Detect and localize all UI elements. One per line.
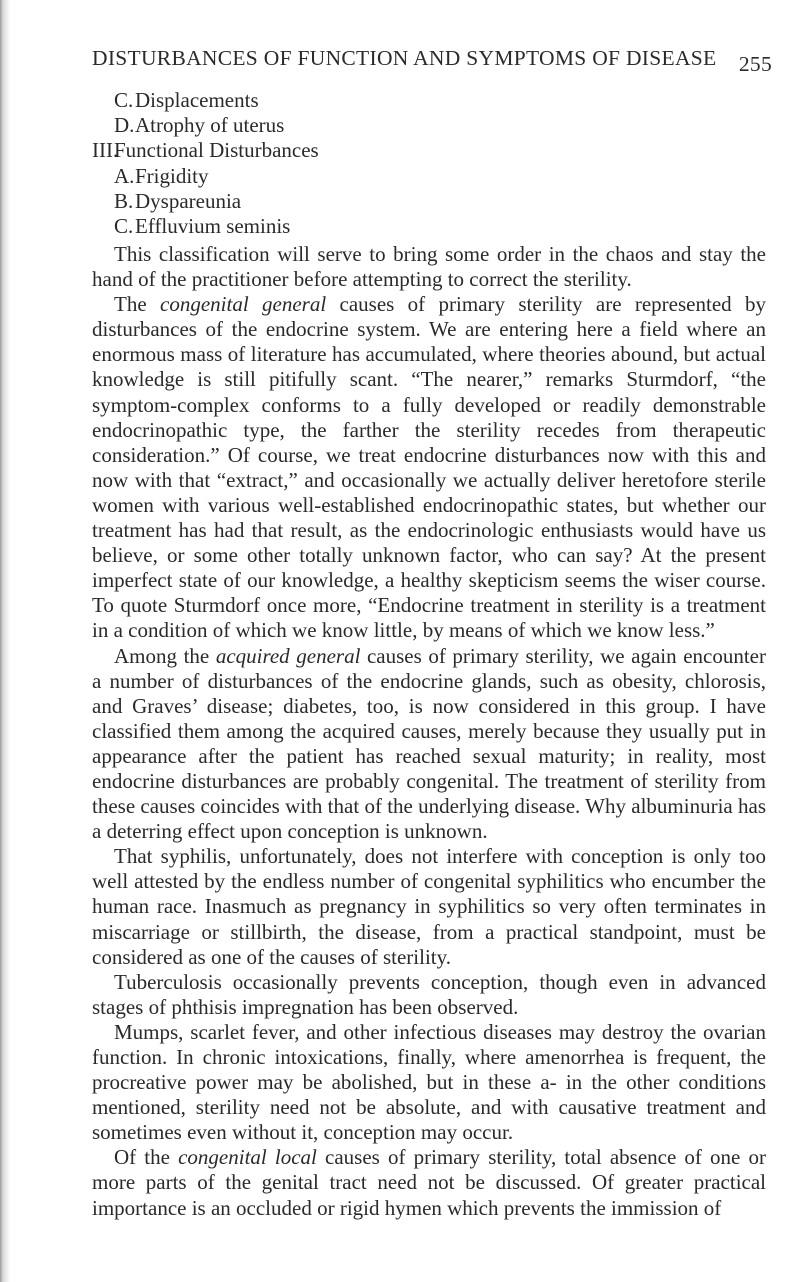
outline-item-text: Frigidity — [135, 163, 209, 188]
outline-item — [92, 88, 772, 113]
outline-item — [92, 214, 772, 239]
paragraph-infectious-diseases — [92, 1020, 766, 1145]
outline-item-label: C. — [114, 88, 134, 112]
paragraph-text: That syphilis, unfortunately, does not interfere with conception is only too well attested by the endless number of congenital syphilitics who encumber the human race. Inasmuch as pregnancy in syphilitics so very often terminates in miscarriage or stillbirth, the disease, from a practical standpoint, must be considered as one of the causes of sterility. — [92, 844, 766, 969]
page-edge-shadow — [0, 0, 10, 1282]
paragraph-post: causes of primary sterility, total absence of one or more parts of the genital tract need not be discussed. Of greater practical importance is an occluded or rigid hymen which prevents the immission of — [92, 1145, 766, 1220]
body-text — [92, 242, 766, 1221]
outline-item-text: Functional Disturbances — [114, 138, 319, 163]
outline-item-label: C. — [114, 213, 134, 238]
paragraph-acquired-general — [92, 644, 766, 845]
paragraph-pre: The — [114, 292, 161, 317]
running-head-title: DISTURBANCES OF FUNCTION AND SYMPTOMS OF DISEASE — [92, 46, 717, 70]
outline-item-text: Effluvium seminis — [135, 213, 291, 238]
paragraph-syphilis — [92, 844, 766, 969]
outline-item-label: III. — [92, 138, 119, 163]
italic-term: acquired general — [215, 643, 361, 668]
paragraph-congenital-general — [92, 292, 766, 643]
paragraph-post: causes of primary sterility are represented by disturbances of the endocrine system. We are entering here a field where an enormous mass of literature has accumulated, where theories abound, but actual knowledge is still pitifully scant. “The nearer,” remarks Sturmdorf, “the symptom-complex conforms to a fully developed or readily demonstrable endocrinopathic type, the farther the sterility recedes from therapeutic consideration.” Of course, we treat endocrine disturbances now with this and now with that “extract,” and occasionally we actually deliver heretofore sterile women with various well-established endocrinopathic states, but whether our treatment has had that result, as the endocrinologic enthusiasts would have us believe, or some other totally unknown factor, who can say? At the present imperfect state of our knowledge, a healthy skepticism seems the wiser course. To quote Sturmdorf once more, “Endocrine treatment in sterility is a treatment in a condition of which we know little, by means of which we know less.” — [92, 292, 766, 643]
outline-item — [92, 113, 772, 138]
paragraph-pre: Among the — [114, 643, 216, 668]
page-number: 255 — [738, 52, 772, 76]
running-head — [92, 46, 772, 76]
outline-item — [92, 138, 772, 163]
paragraph-post: causes of primary sterility, we again encounter a number of disturbances of the endocrine glands, such as obesity, chlorosis, and Graves’ disease; diabetes, too, is now considered in this group. I have classified them among the acquired causes, merely because they usually put in appearance after the patient has reached sexual maturity; in reality, most endocrine disturbances are probably congenital. The treatment of sterility from these causes coincides with that of the underlying disease. Why albuminuria has a deterring effect upon conception is unknown. — [92, 643, 766, 844]
outline-item-label: A. — [114, 163, 135, 188]
paragraph-text: Mumps, scarlet fever, and other infectious diseases may destroy the ovarian function. In chronic intoxications, finally, where amenorrhea is frequent, the procreative power may be abolished, but in these a- in the other conditions mentioned, sterility need not be absolute, and with causative treatment and sometimes even without it, conception may occur. — [92, 1019, 766, 1145]
outline-item — [92, 164, 772, 189]
classification-outline — [92, 88, 772, 239]
paragraph-pre: Of the — [114, 1145, 179, 1170]
paragraph-text: Tuberculosis occasionally prevents conception, though even in advanced stages of phthisis impregnation has been observed. — [92, 969, 766, 1019]
paragraph-text: This classification will serve to bring some order in the chaos and stay the hand of the practitioner before attempting to correct the sterility. — [92, 242, 766, 292]
outline-item-label: B. — [114, 188, 134, 213]
outline-item-text: Atrophy of uterus — [135, 113, 285, 138]
paragraph-classification — [92, 242, 766, 292]
outline-item-text: Displacements — [135, 88, 259, 112]
paragraph-tuberculosis — [92, 970, 766, 1020]
outline-item — [92, 189, 772, 214]
italic-term: congenital local — [178, 1145, 317, 1170]
outline-item-label: D. — [114, 113, 135, 138]
outline-item-text: Dyspareunia — [135, 188, 242, 213]
paragraph-congenital-local — [92, 1145, 766, 1220]
italic-term: congenital general — [160, 292, 327, 317]
